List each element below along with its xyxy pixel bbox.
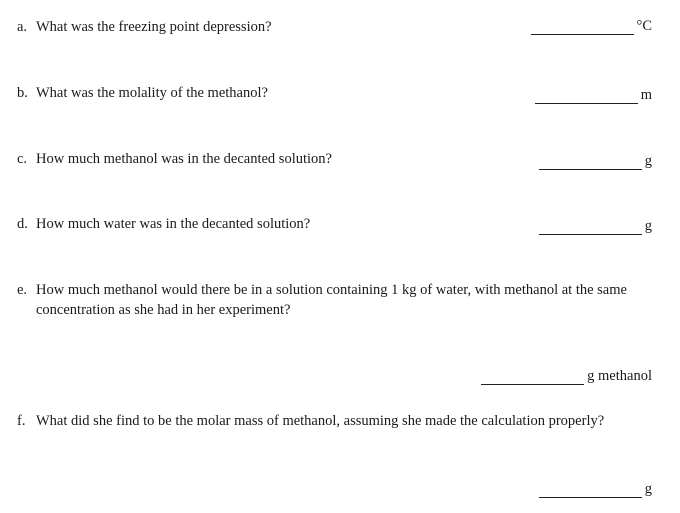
answer-blank-c[interactable] bbox=[539, 157, 642, 170]
question-text: How much methanol would there be in a solution containing 1 kg of water, with methanol at the same concentration as she had in her experiment? bbox=[36, 282, 627, 318]
answer-a bbox=[531, 17, 652, 35]
question-label: a. bbox=[17, 19, 28, 35]
question-f bbox=[17, 411, 657, 431]
unit-label: g bbox=[644, 153, 652, 169]
unit-label: °C bbox=[636, 18, 652, 34]
question-e bbox=[17, 280, 657, 320]
question-label: f. bbox=[17, 413, 26, 429]
question-text: How much water was in the decanted solution? bbox=[36, 216, 311, 232]
unit-label: g bbox=[644, 481, 652, 497]
question-text: What did she find to be the molar mass of methanol, assuming she made the calculation properly? bbox=[36, 413, 605, 429]
answer-blank-d[interactable] bbox=[539, 222, 642, 235]
question-text: What was the molality of the methanol? bbox=[36, 85, 268, 101]
answer-blank-b[interactable] bbox=[535, 91, 638, 104]
answer-blank-f[interactable] bbox=[539, 485, 642, 498]
answer-blank-a[interactable] bbox=[531, 22, 634, 35]
question-text: How much methanol was in the decanted solution? bbox=[36, 151, 332, 167]
question-text: What was the freezing point depression? bbox=[36, 19, 272, 35]
question-label: c. bbox=[17, 151, 28, 167]
unit-label: g methanol bbox=[587, 368, 652, 384]
unit-label: g bbox=[644, 218, 652, 234]
answer-f bbox=[539, 480, 652, 498]
answer-c bbox=[539, 152, 652, 170]
answer-blank-e[interactable] bbox=[481, 372, 584, 385]
answer-d bbox=[539, 217, 652, 235]
question-label: e. bbox=[17, 282, 28, 298]
answer-e bbox=[481, 367, 652, 385]
unit-label: m bbox=[640, 87, 652, 103]
question-label: b. bbox=[17, 85, 28, 101]
question-label: d. bbox=[17, 216, 28, 232]
answer-b bbox=[535, 86, 652, 104]
